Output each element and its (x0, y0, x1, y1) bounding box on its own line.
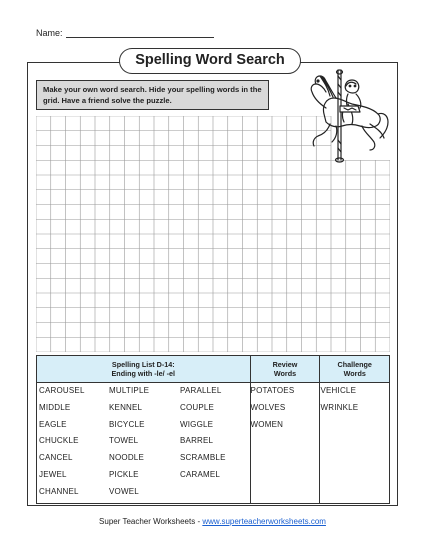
word: MULTIPLE (109, 386, 150, 395)
challenge-word: WRINKLE (320, 402, 359, 412)
instructions-box: Make your own word search. Hide your spelling words in the grid. Have a friend solve the puzzle. (36, 80, 269, 110)
word: JEWEL (39, 469, 67, 479)
list-header-line2: Ending with -le/ -el (111, 369, 176, 378)
name-field[interactable] (36, 28, 214, 38)
review-word: POTATOES (250, 386, 295, 395)
word: VOWEL (109, 486, 139, 496)
word: CANCEL (39, 453, 73, 463)
list-words-cell (37, 383, 251, 504)
word: WIGGLE (180, 419, 214, 429)
footer-link[interactable]: www.superteacherworksheets.com (202, 517, 326, 526)
word: BICYCLE (109, 419, 145, 429)
word: NOODLE (109, 453, 144, 463)
word: KENNEL (109, 402, 143, 412)
review-word: WOLVES (250, 402, 286, 412)
review-header-line1: Review (272, 360, 298, 369)
word: TOWEL (109, 436, 139, 446)
word: CHANNEL (39, 486, 79, 496)
carousel-horse-icon (300, 68, 392, 164)
review-words-cell (250, 383, 320, 504)
footer (0, 517, 425, 526)
word: CARAMEL (180, 469, 221, 479)
word: CHUCKLE (39, 436, 79, 446)
footer-separator: - (195, 517, 203, 526)
name-label: Name: (36, 28, 63, 38)
list-header-line1: Spelling List D-14: (111, 360, 175, 369)
word: BARREL (180, 436, 214, 446)
list-column-1 (39, 385, 109, 503)
word: COUPLE (180, 402, 215, 412)
challenge-header-line2: Words (343, 369, 366, 378)
name-line[interactable] (66, 28, 214, 38)
list-column-3 (180, 385, 248, 503)
review-header-line2: Words (273, 369, 297, 378)
word: EAGLE (39, 419, 67, 429)
challenge-header (320, 356, 390, 383)
word: SCRAMBLE (180, 453, 226, 463)
review-word: WOMEN (250, 419, 284, 429)
page-title: Spelling Word Search (119, 48, 301, 74)
list-header (37, 356, 251, 383)
footer-site-name: Super Teacher Worksheets (99, 517, 196, 526)
list-column-2 (109, 385, 180, 503)
word: CAROUSEL (39, 386, 85, 395)
review-header (250, 356, 320, 383)
word: MIDDLE (39, 402, 71, 412)
challenge-header-line1: Challenge (337, 360, 372, 369)
challenge-words-cell (320, 383, 390, 504)
challenge-word: VEHICLE (320, 386, 357, 395)
word: PARALLEL (180, 386, 222, 395)
word: PICKLE (109, 469, 139, 479)
spelling-word-table (36, 355, 390, 504)
